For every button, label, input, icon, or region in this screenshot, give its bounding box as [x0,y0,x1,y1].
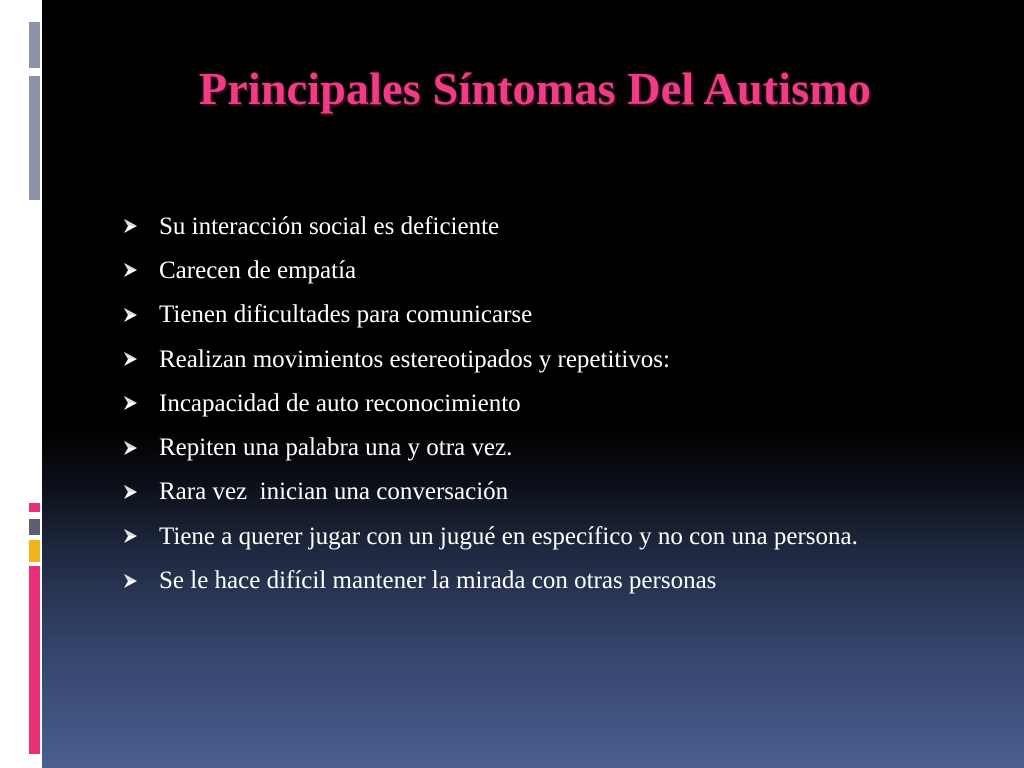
bullet-text: Repiten una palabra una y otra vez. [159,434,513,462]
arrowhead-bullet-icon [122,307,140,323]
bullet-text: Se le hace difícil mantener la mirada con otras personas [159,567,717,595]
arrowhead-bullet-icon [122,484,140,500]
slide-title: Principales Síntomas Del Autismo [198,63,872,114]
arrowhead-bullet-icon [122,351,140,367]
decorative-bar [29,76,40,122]
list-item [122,248,1002,292]
list-item [122,425,1002,469]
arrowhead-bullet-icon [122,395,140,411]
decorative-bar [29,122,40,200]
list-item [122,470,1002,514]
decorative-bar [29,519,40,535]
list-item [122,337,1002,381]
list-item [122,514,1002,558]
list-item [122,381,1002,425]
bullet-text: Su interacción social es deficiente [159,212,500,240]
arrowhead-bullet-icon [122,218,140,234]
list-item [122,204,1002,248]
arrowhead-bullet-icon [122,573,140,589]
bullet-text: Rara vez inician una conversación [159,478,509,506]
bullet-text: Tiene a querer jugar con un jugué en específico y no con una persona. [159,522,858,550]
list-item [122,558,1002,602]
list-item [122,293,1002,337]
arrowhead-bullet-icon [122,262,140,278]
bullet-text: Incapacidad de auto reconocimiento [159,389,521,417]
decorative-bar [29,503,40,512]
decorative-bar [29,566,40,754]
bullet-text: Carecen de empatía [159,256,357,284]
arrowhead-bullet-icon [122,528,140,544]
decorative-bar [29,22,40,68]
bullet-text: Tienen dificultades para comunicarse [159,301,533,329]
arrowhead-bullet-icon [122,440,140,456]
bullet-list [122,204,1002,603]
bullet-text: Realizan movimientos estereotipados y repetitivos: [159,345,670,373]
decorative-bar [29,540,40,562]
